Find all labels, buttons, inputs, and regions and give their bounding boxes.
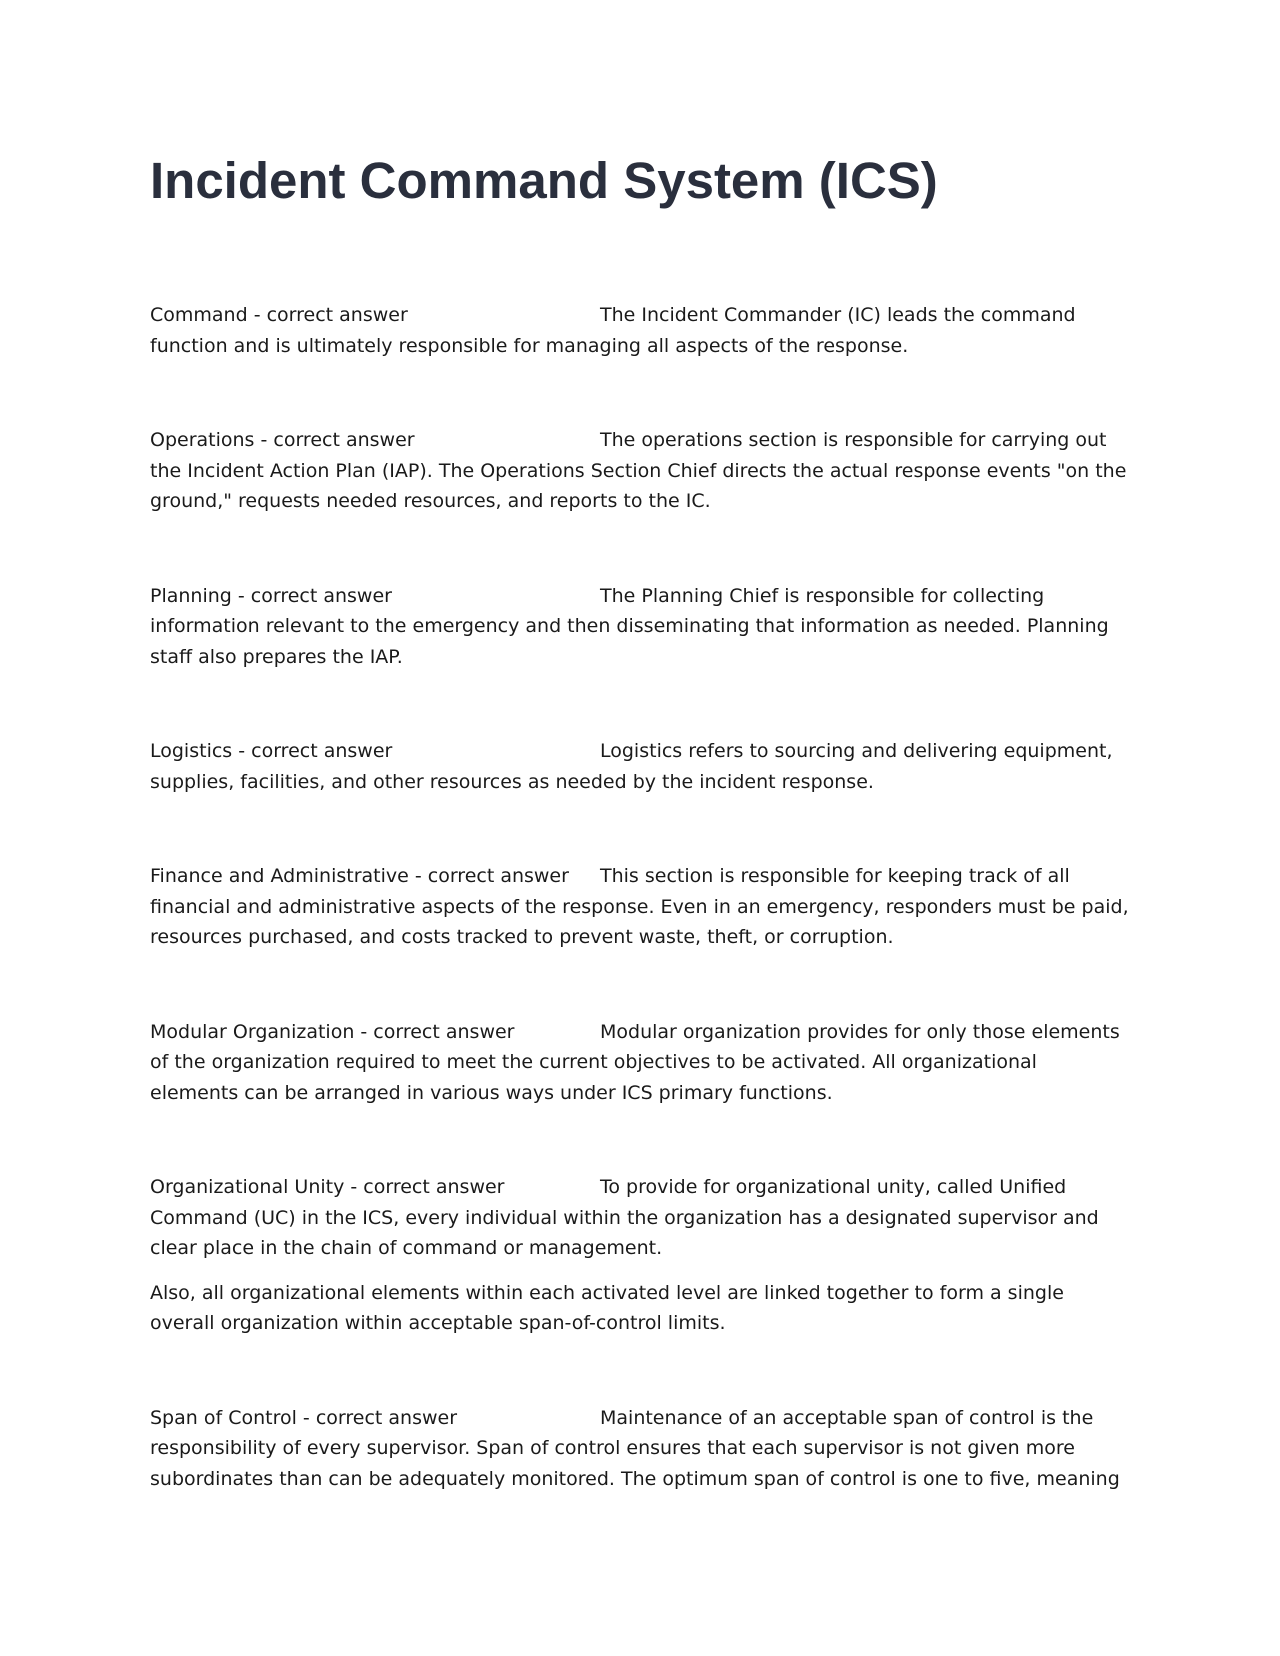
flashcard-entry-logistics bbox=[150, 736, 1130, 797]
entry-definition: The Incident Commander (IC) leads the command function and is ultimately responsible for managing all aspects of the response. bbox=[150, 304, 1076, 357]
entry-text bbox=[150, 861, 1130, 953]
entry-term: Operations - correct answer bbox=[150, 429, 415, 451]
entry-definition: To provide for organizational unity, called Unified Command (UC) in the ICS, every individual within the organization has a designated supervisor and clear place in the chain of command or management. bbox=[150, 1176, 1099, 1259]
flashcard-entry-span-of-control bbox=[150, 1403, 1130, 1495]
entry-text bbox=[150, 300, 1130, 361]
entry-definition: The operations section is responsible for carrying out the Incident Action Plan (IAP). The Operations Section Chief directs the actual response events "on the ground," requests needed resources, and reports to the IC. bbox=[150, 429, 1127, 512]
entry-term: Organizational Unity - correct answer bbox=[150, 1176, 505, 1198]
entry-term: Planning - correct answer bbox=[150, 584, 392, 607]
entry-term: Span of Control - correct answer bbox=[150, 1406, 458, 1429]
entry-definition: The Planning Chief is responsible for collecting information relevant to the emergency and then disseminating that information as needed. Planning staff also prepares the IAP. bbox=[150, 584, 1109, 668]
entry-text bbox=[150, 1403, 1130, 1495]
entry-extra-paragraph: Also, all organizational elements within each activated level are linked together to form a single overall organization within acceptable span-of-control limits. bbox=[150, 1281, 1064, 1334]
entry-text bbox=[150, 1172, 1130, 1264]
entry-term: Finance and Administrative - correct answer bbox=[150, 865, 569, 887]
flashcard-entry-organizational-unity-continued bbox=[150, 1278, 1130, 1339]
flashcard-list bbox=[150, 300, 1130, 1558]
flashcard-entry-planning bbox=[150, 581, 1130, 673]
entry-term: Logistics - correct answer bbox=[150, 740, 393, 762]
flashcard-entry-operations bbox=[150, 425, 1130, 517]
entry-definition: This section is responsible for keeping track of all financial and administrative aspects of the response. Even in an emergency, responders must be paid, resources purchased, and costs tracked to prevent waste, theft, or corruption. bbox=[150, 865, 1129, 948]
entry-text bbox=[150, 736, 1130, 797]
entry-text bbox=[150, 581, 1130, 673]
flashcard-entry-modular-organization bbox=[150, 1017, 1130, 1109]
entry-text bbox=[150, 425, 1130, 517]
entry-definition: Modular organization provides for only those elements of the organization required to meet the current objectives to be activated. All organizational elements can be arranged in various ways under ICS primary functions. bbox=[150, 1020, 1120, 1104]
entry-text bbox=[150, 1017, 1130, 1109]
document-title: Incident Command System (ICS) bbox=[150, 152, 938, 209]
flashcard-entry-finance bbox=[150, 861, 1130, 953]
flashcard-entry-command bbox=[150, 300, 1130, 361]
entry-term: Command - correct answer bbox=[150, 304, 408, 326]
entry-definition: Logistics refers to sourcing and delivering equipment, supplies, facilities, and other resources as needed by the incident response. bbox=[150, 740, 1113, 793]
flashcard-entry-organizational-unity bbox=[150, 1172, 1130, 1264]
entry-definition: Maintenance of an acceptable span of control is the responsibility of every supervisor. Span of control ensures that each supervisor is not given more subordinates than can be adequately monitored. The optimum span of control is one to five, meaning bbox=[150, 1406, 1120, 1490]
entry-term: Modular Organization - correct answer bbox=[150, 1020, 515, 1043]
